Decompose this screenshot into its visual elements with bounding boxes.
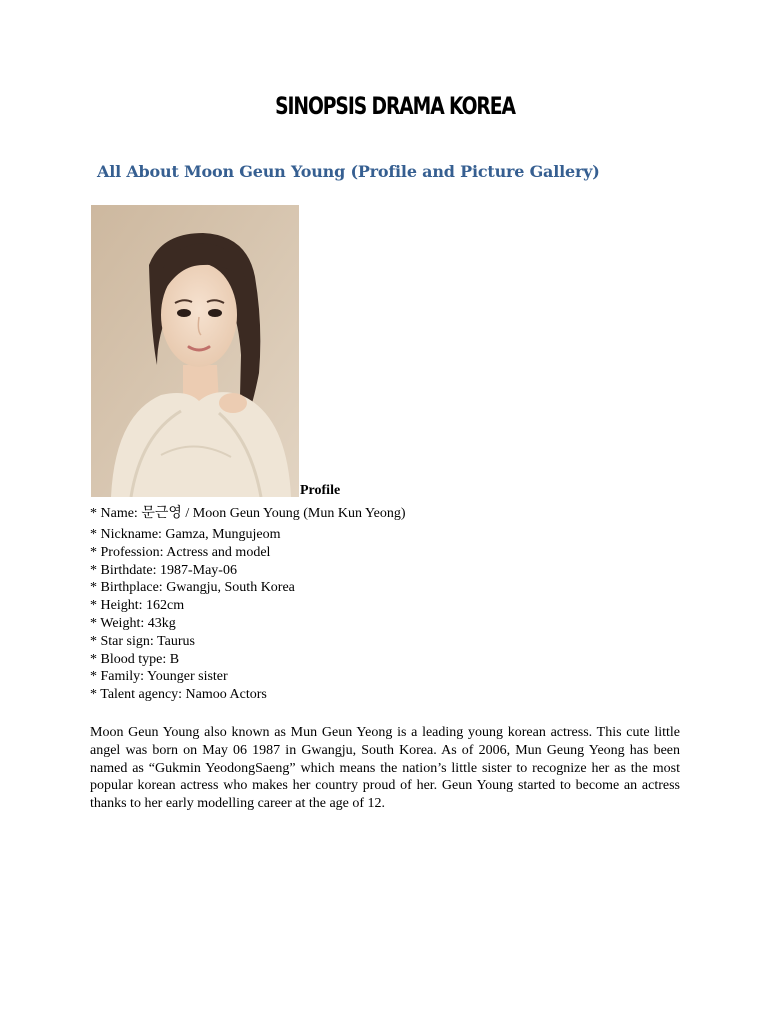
profile-list [90, 505, 406, 704]
profile-item-name: * Name: 문근영 / Moon Geun Young (Mun Kun Yeong) [90, 506, 406, 521]
profile-heading: Profile [300, 483, 341, 498]
biography-paragraph: Moon Geun Young also known as Mun Geun Yeong is a leading young korean actress. This cute little angel was born on May 06 1987 in Gwangju, South Korea. As of 2006, Mun Geung Yeong has been named as “Gukmin YeodongSaeng” which means the nation’s little sister to recognize her as the most popular korean actress who makes her country proud of her. Geun Young started to become an actress thanks to her early modelling career at the age of 12. [90, 725, 680, 812]
profile-item-family: * Family: Younger sister [90, 669, 228, 685]
portrait-photo [91, 205, 299, 497]
profile-item-birthplace: * Birthplace: Gwangju, South Korea [90, 580, 295, 596]
document-subtitle: All About Moon Geun Young (Profile and Picture Gallery) [97, 162, 600, 181]
profile-item-weight: * Weight: 43kg [90, 615, 176, 631]
profile-item-height: * Height: 162cm [90, 598, 185, 614]
profile-item-nickname: * Nickname: Gamza, Mungujeom [90, 527, 281, 542]
profile-item-blood-type: * Blood type: B [90, 651, 180, 667]
profile-item-talent-agency: * Talent agency: Namoo Actors [90, 687, 267, 703]
document-title: SINOPSIS DRAMA KOREA [275, 92, 515, 120]
profile-item-profession: * Profession: Actress and model [90, 544, 271, 560]
profile-item-star-sign: * Star sign: Taurus [90, 633, 195, 649]
profile-item-birthdate: * Birthdate: 1987-May-06 [90, 562, 237, 578]
